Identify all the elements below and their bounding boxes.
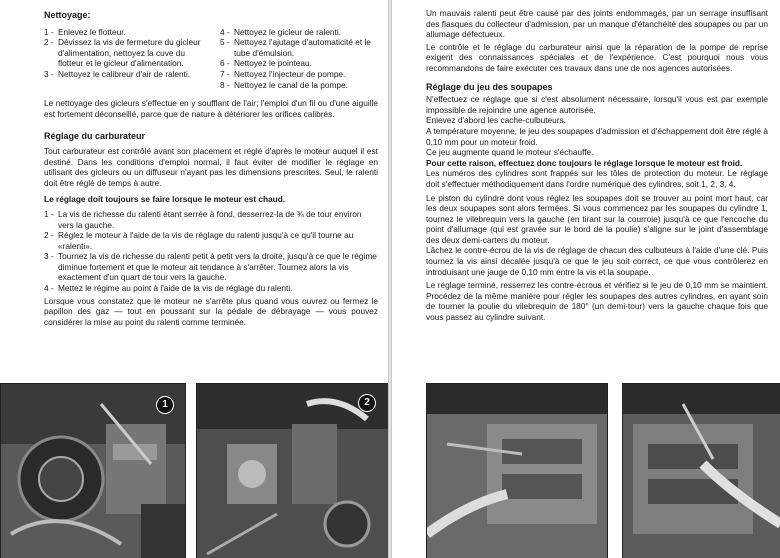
- para-temperature: A température moyenne, le jeu des soupapes d'admission et d'échappement doit être réglé à 0,10 mm pour un moteur froid.: [426, 125, 768, 147]
- callout-2: 2: [358, 394, 376, 412]
- list-item: 4 - Nettoyez le gicleur de ralenti.: [220, 26, 341, 37]
- list-item: 2 - Dévissez la vis de fermeture du gicleur d'alimentation, nettoyez la cuve du flotteur et le gicleur d'alimentation.: [44, 37, 201, 69]
- list-item: 2 - Réglez le moteur à l'aide de la vis de réglage du ralenti jusqu'à ce qu'il tourne au «ralenti».: [44, 230, 354, 251]
- callout-1: 1: [156, 396, 174, 414]
- soupapes-title: Réglage du jeu des soupapes: [426, 81, 553, 92]
- nettoyage-note: Le nettoyage des gicleurs s'effectue en y soufflant de l'air; l'emploi d'un fil ou d'une aiguille est fortement déconseillé, parce que de nature à détériorer les orifices calibrés.: [44, 98, 378, 119]
- list-item: 6 - Nettoyez le pointeau.: [220, 58, 312, 69]
- valve-photo-1: [426, 383, 608, 558]
- nettoyage-col2: [220, 27, 378, 91]
- para-piston: Le piston du cylindre dont vous réglez les soupapes doit se trouver au point mort haut, car les deux soupapes sont alors fermées. Si vous commencez par les soupapes du cylindre 1, tournez le vilebrequin vers la gauche (en tirant sur la courroie) jusqu'à ce que l'encoche du point d'allumage (qui est gravée sur le bord de la poulie) s'aligne sur le joint d'assemblage des deux demi-carters du moteur.: [426, 192, 768, 245]
- list-item: 7 - Nettoyez l'injecteur de pompe.: [220, 68, 346, 79]
- valve-photo-2: [622, 383, 780, 558]
- reglage-closing: Lorsque vous constatez que le moteur ne s'arrête plus quand vous ouvrez ou fermez le papillon des gaz — tout en poussant sur la pédale de débrayage — vous pouvez considérer la mise au point du ralenti comme terminée.: [44, 295, 378, 327]
- reglage-intro: Tout carburateur est contrôlé avant son placement et réglé d'après le moteur auquel il est destiné. Dans les conditions d'emploi normal, il faut éviter de modifier le réglage en utilisant des gicleurs ou un diffuseur n'ayant pas les dimensions prescrites. Seul, le ralenti doit être réglé de temps à autre.: [44, 145, 378, 188]
- nettoyage-col1: [44, 27, 206, 91]
- nettoyage-list: [44, 27, 378, 91]
- reglage-title: Réglage du carburateur: [44, 131, 146, 142]
- para-necessaire: N'effectuez ce réglage que si c'est absolument nécessaire, lorsqu'il vous est par exemple impossible de rejoindre une agence autorisée.: [426, 94, 768, 115]
- list-item: 5 - Nettoyez l'ajutage d'automaticité et le tube d'émulsion.: [220, 37, 371, 58]
- right-page: [390, 0, 780, 558]
- nettoyage-title: Nettoyage:: [44, 10, 91, 20]
- right-text: [426, 8, 768, 323]
- reglage-steps: [44, 209, 378, 294]
- list-item: 1 - Enlevez le flotteur.: [44, 26, 126, 37]
- nettoyage-section: [44, 10, 378, 327]
- para-termine: Le réglage terminé, resserrez les contre-écrous et vérifiez si le jeu de 0,10 mm se maintient. Procédez de la même manière pour régler les soupapes des autres cylindres, en ayant soin de tourner la poulie du vilebrequin de 180° (un demi-tour) vers la gauche chaque fois que vous passez au cylindre suivant.: [426, 280, 768, 323]
- list-item: 3 - Tournez la vis de richesse du ralenti petit à petit vers la droite, jusqu'à ce que le régime diminue fortement et que le moteur ait tendance à s'arrêter. Tournez alors la vis exactement d'un quart de tour vers la gauche.: [44, 251, 377, 283]
- para-contre-ecrou: Lâchez le contre-écrou de la vis de réglage de chacun des culbuteurs à l'aide d'une clé. Puis tournez la vis ainsi décalée jusqu'à ce que le jeu soit correct, ce que vous contrôlerez en introduisant une jauge de 0,10 mm entre la vis et la soupape.: [426, 245, 768, 277]
- para-augmente: Ce jeu augmente quand le moteur s'échauffe.: [426, 147, 594, 158]
- list-item: 4 - Mettez le régime au point à l'aide de la vis de réglage du ralenti.: [44, 283, 293, 294]
- para-froid: Pour cette raison, effectuez donc toujours le réglage lorsque le moteur est froid.: [426, 157, 743, 168]
- list-item: 3 - Nettoyez le calibreur d'air de ralenti.: [44, 68, 191, 79]
- reglage-hot-title: Le réglage doit toujours se faire lorsque le moteur est chaud.: [44, 194, 286, 205]
- para-controle: Le contrôle et le réglage du carburateur ainsi que la réparation de la pompe de reprise exigent des connaissances spéciales et de l'expérience. C'est pourquoi nous vous recommandons de faire exécuter ces travaux dans une de nos agences autorisées.: [426, 41, 768, 73]
- list-item: 8 - Nettoyez le canal de la pompe.: [220, 79, 348, 90]
- para-ralenti: Un mauvais ralenti peut être causé par des joints endommagés, par un serrage insuffisant des flasques du collecteur d'admission, par un manque d'étanchéité des soupapes ou par un allumage défectueux.: [426, 8, 768, 40]
- list-item: 1 - La vis de richesse du ralenti étant serrée à fond, desserrez-la de ¾ de tour environ vers la gauche.: [44, 208, 362, 230]
- para-numeros: Les numéros des cylindres sont frappés sur les tôles de protection du moteur. Le réglage doit s'effectuer méthodiquement dans l'ordre numérique des cylindres, soit 1, 2, 3, 4.: [426, 168, 768, 189]
- para-cache: Enlevez d'abord les cache-culbuteurs.: [426, 115, 566, 126]
